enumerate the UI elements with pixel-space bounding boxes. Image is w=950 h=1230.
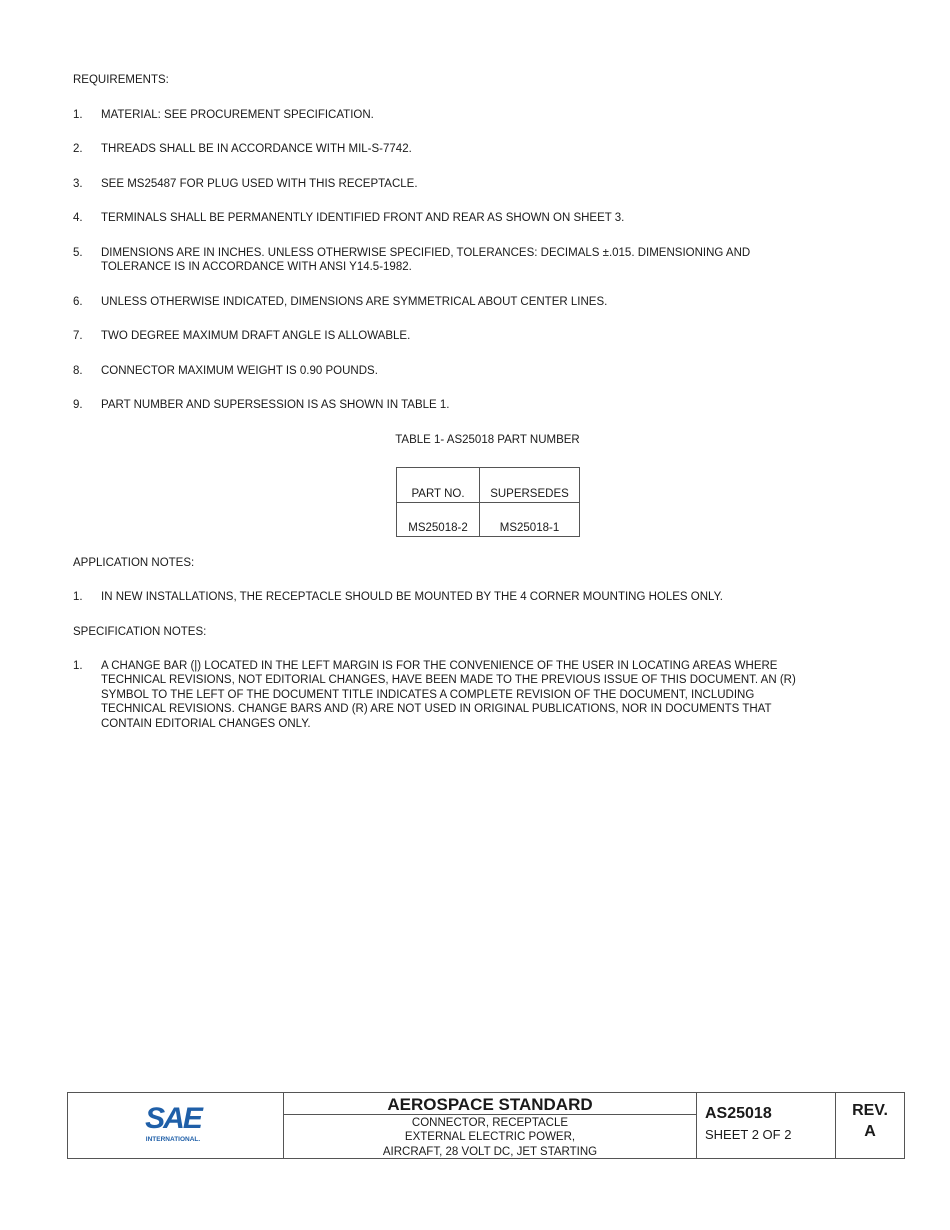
- logo-subtext: INTERNATIONAL.: [145, 1136, 201, 1143]
- item-text: CONNECTOR MAXIMUM WEIGHT IS 0.90 POUNDS.: [101, 365, 378, 377]
- item-number: 1.: [73, 591, 83, 603]
- item-number: 9.: [73, 399, 83, 411]
- description-line: EXTERNAL ELECTRIC POWER,: [404, 1131, 576, 1143]
- item-text-line: TECHNICAL REVISIONS. CHANGE BARS AND (R) ARE NOT USED IN ORIGINAL PUBLICATIONS, NOR IN DOCUMENTS THAT: [101, 703, 772, 715]
- column-header-part-no: PART NO.: [397, 468, 480, 503]
- item-text: TERMINALS SHALL BE PERMANENTLY IDENTIFIED FRONT AND REAR AS SHOWN ON SHEET 3.: [101, 212, 625, 224]
- table-cell-part-no: MS25018-2: [397, 503, 480, 537]
- item-text-line: DIMENSIONS ARE IN INCHES. UNLESS OTHERWISE SPECIFIED, TOLERANCES: DECIMALS ±.015. DIMENSIONING AND: [101, 247, 751, 259]
- item-text-line: TOLERANCE IS IN ACCORDANCE WITH ANSI Y14.5-1982.: [101, 261, 412, 273]
- title-cell: [284, 1093, 697, 1158]
- item-text: MATERIAL: SEE PROCUREMENT SPECIFICATION.: [101, 109, 374, 121]
- item-number: 6.: [73, 296, 83, 308]
- title-block: [67, 1092, 905, 1159]
- item-number: 2.: [73, 143, 83, 155]
- item-text: IN NEW INSTALLATIONS, THE RECEPTACLE SHOULD BE MOUNTED BY THE 4 CORNER MOUNTING HOLES ONLY.: [101, 591, 723, 603]
- item-number: 4.: [73, 212, 83, 224]
- item-text: TWO DEGREE MAXIMUM DRAFT ANGLE IS ALLOWABLE.: [101, 330, 411, 342]
- item-text: UNLESS OTHERWISE INDICATED, DIMENSIONS ARE SYMMETRICAL ABOUT CENTER LINES.: [101, 296, 608, 308]
- item-text-line: TECHNICAL REVISIONS, NOT EDITORIAL CHANGES, HAVE BEEN MADE TO THE PREVIOUS ISSUE OF THIS DOCUMENT. AN (R): [101, 674, 796, 686]
- sae-logo: [138, 1104, 208, 1150]
- requirements-heading: REQUIREMENTS:: [73, 74, 169, 86]
- item-text-line: A CHANGE BAR (|) LOCATED IN THE LEFT MARGIN IS FOR THE CONVENIENCE OF THE USER IN LOCATING AREAS WHERE: [101, 660, 778, 672]
- part-number-table: [396, 467, 580, 537]
- table-caption: TABLE 1- AS25018 PART NUMBER: [395, 434, 580, 446]
- document-number-cell: [697, 1093, 836, 1158]
- item-number: 3.: [73, 178, 83, 190]
- document-number: AS25018: [705, 1105, 772, 1122]
- sheet-number: SHEET 2 OF 2: [705, 1127, 792, 1142]
- revision-cell: [836, 1093, 904, 1158]
- item-number: 5.: [73, 247, 83, 259]
- item-text: SEE MS25487 FOR PLUG USED WITH THIS RECEPTACLE.: [101, 178, 418, 190]
- specification-notes-heading: SPECIFICATION NOTES:: [73, 626, 207, 638]
- item-number: 1.: [73, 660, 83, 672]
- column-header-supersedes: SUPERSEDES: [480, 468, 580, 503]
- item-text: THREADS SHALL BE IN ACCORDANCE WITH MIL-S-7742.: [101, 143, 412, 155]
- logo-wordmark: SAE: [145, 1102, 201, 1135]
- standard-title: AEROSPACE STANDARD: [284, 1093, 696, 1115]
- application-notes-heading: APPLICATION NOTES:: [73, 557, 195, 569]
- item-number: 8.: [73, 365, 83, 377]
- description-line: AIRCRAFT, 28 VOLT DC, JET STARTING: [382, 1146, 598, 1158]
- logo-cell: [68, 1093, 284, 1158]
- item-number: 7.: [73, 330, 83, 342]
- item-text-line: SYMBOL TO THE LEFT OF THE DOCUMENT TITLE INDICATES A COMPLETE REVISION OF THE DOCUMENT, INCLUDING: [101, 689, 755, 701]
- table-row: [397, 503, 580, 537]
- item-text: PART NUMBER AND SUPERSESSION IS AS SHOWN IN TABLE 1.: [101, 399, 450, 411]
- revision-label: REV.: [852, 1102, 888, 1119]
- item-text-line: CONTAIN EDITORIAL CHANGES ONLY.: [101, 718, 311, 730]
- table-header-row: [397, 468, 580, 503]
- revision-value: A: [864, 1123, 876, 1140]
- table-cell-supersedes: MS25018-1: [480, 503, 580, 537]
- item-number: 1.: [73, 109, 83, 121]
- description-line: CONNECTOR, RECEPTACLE: [411, 1117, 569, 1129]
